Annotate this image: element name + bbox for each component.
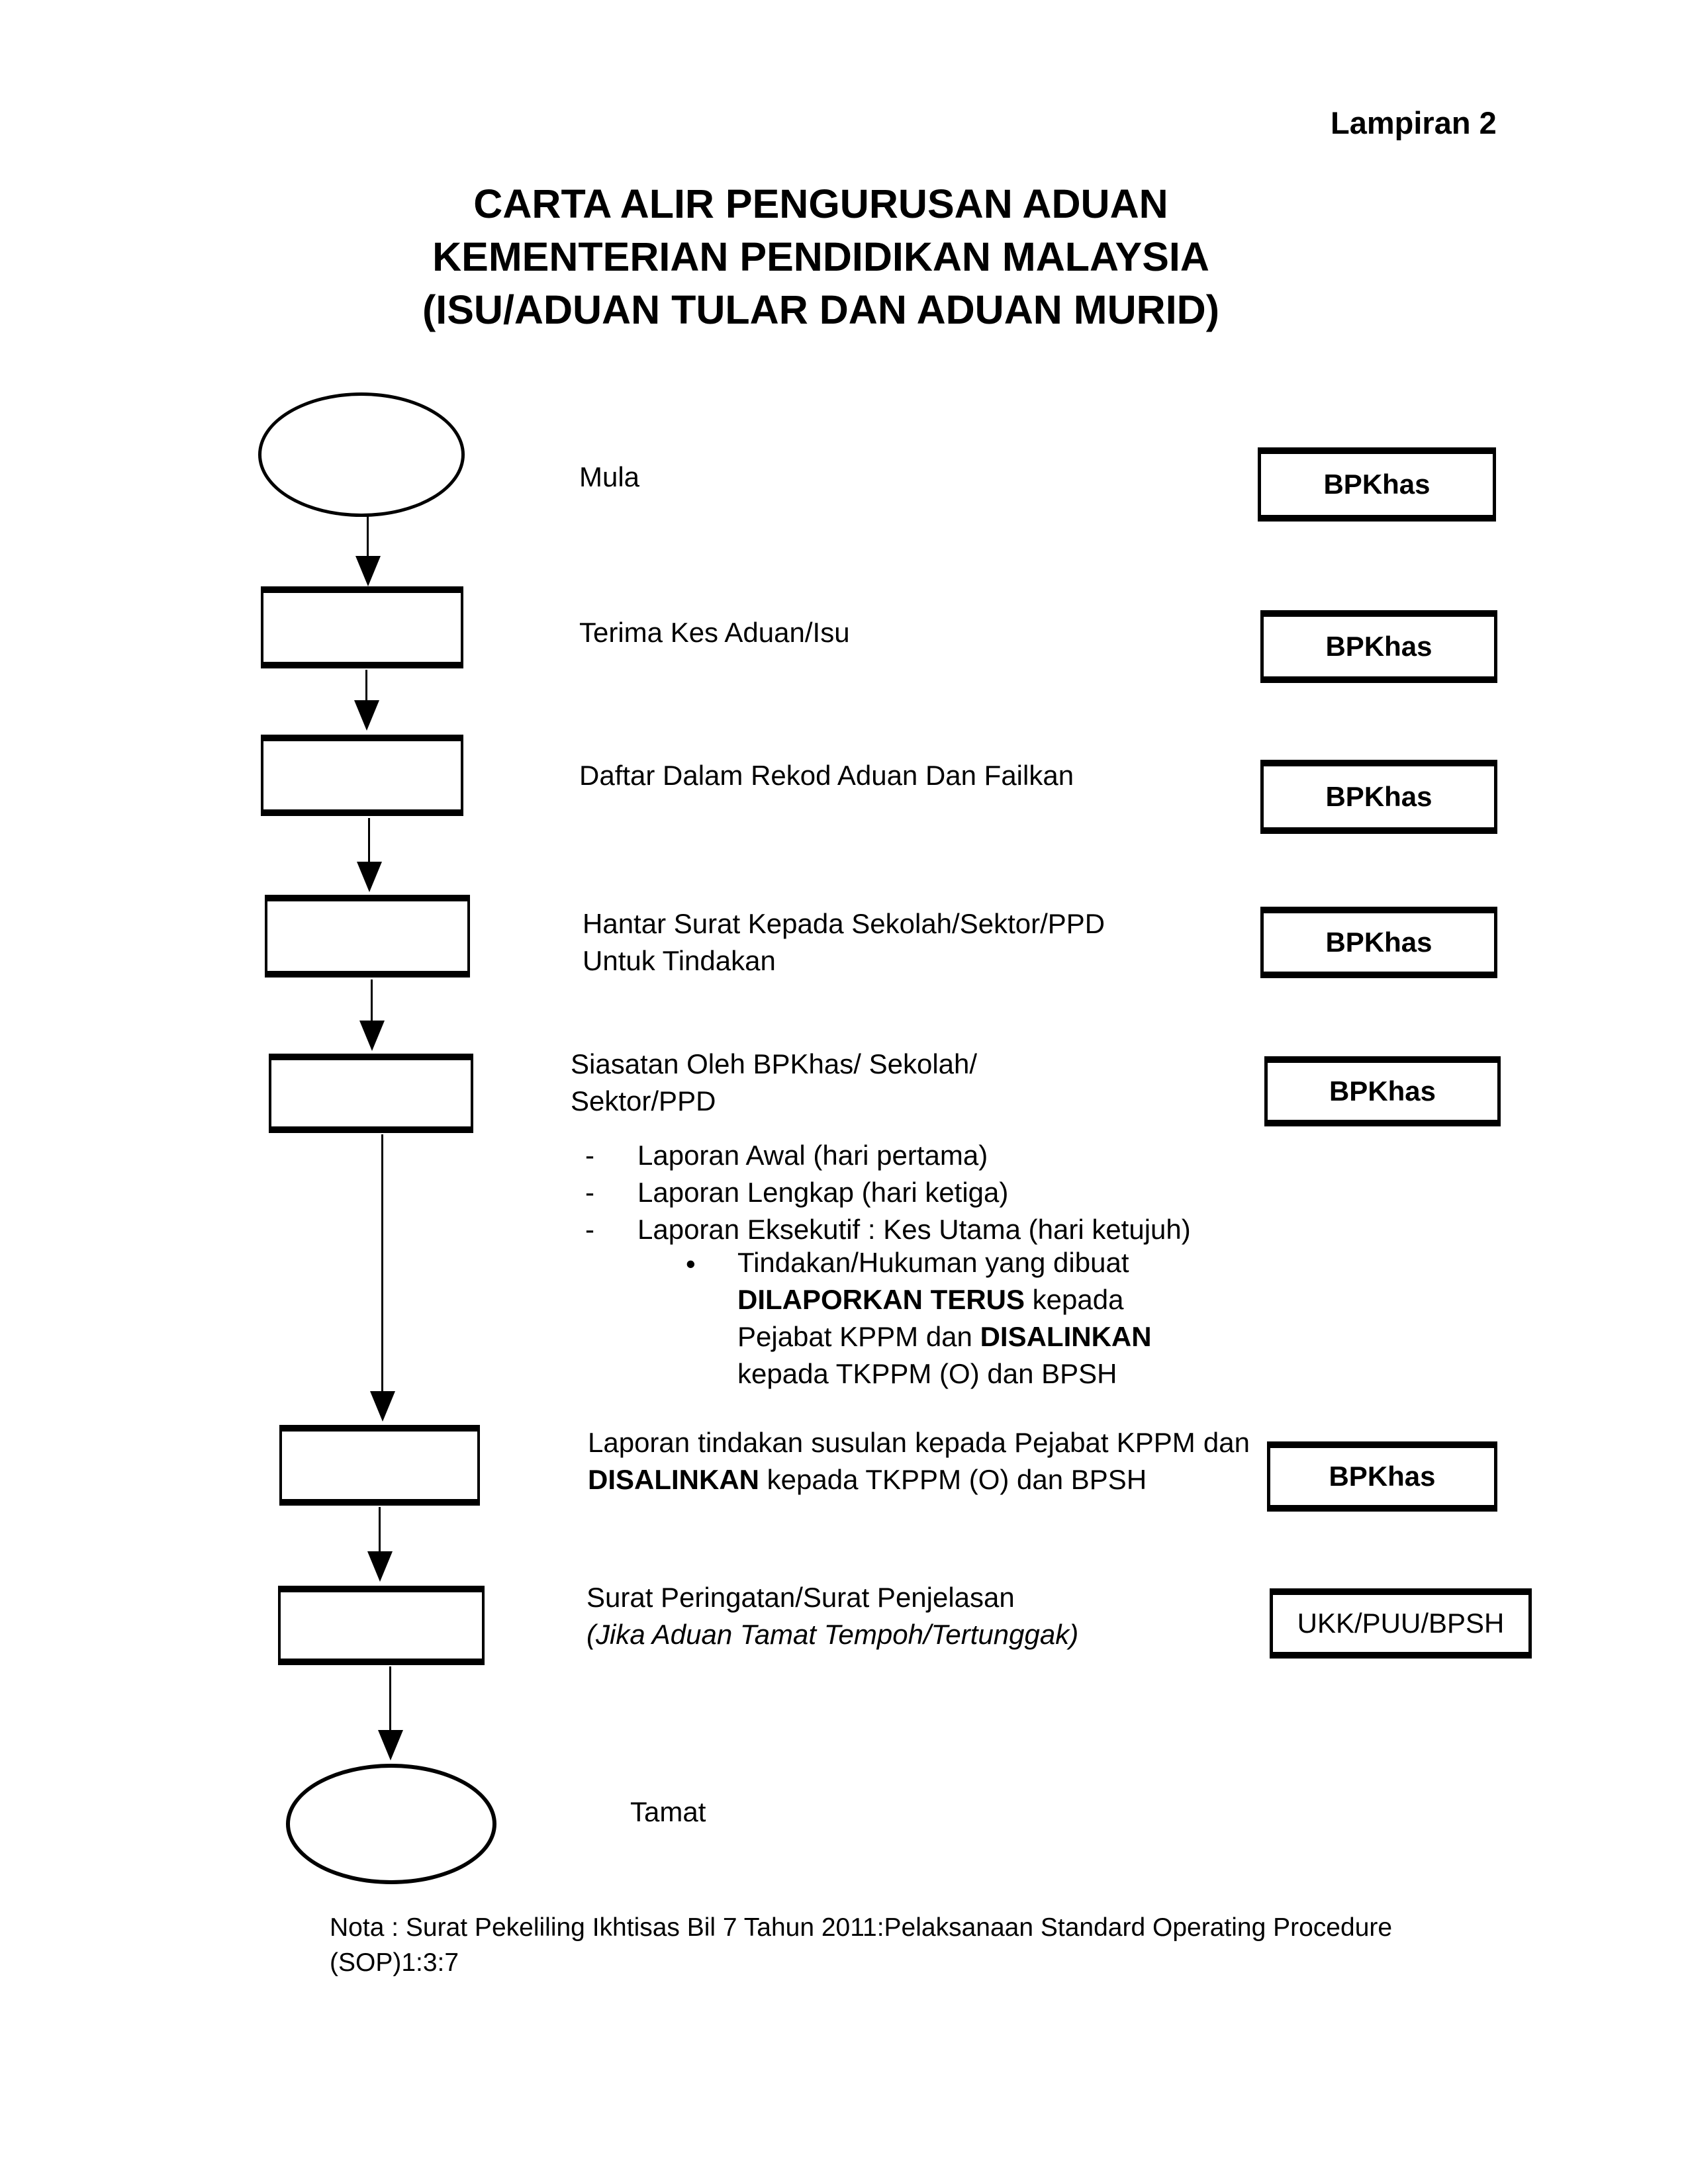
arrow-line-7 [389,1666,391,1730]
process-box-terima [261,586,463,668]
step4-label-line2: Sektor/PPD [571,1085,716,1116]
bullet-line-3 [737,1318,1152,1355]
dash-item-2 [585,1174,1008,1211]
step3-label-line1: Hantar Surat Kepada Sekolah/Sektor/PPD [583,908,1105,939]
process-box-surat-peringatan [278,1586,485,1665]
attachment-label: Lampiran 2 [1331,105,1497,140]
arrow-line-2 [365,670,367,700]
step6-label [586,1579,1078,1653]
dash-item-1-text: Laporan Awal (hari pertama) [637,1140,988,1171]
owner-box-step3: BPKhas [1260,907,1497,978]
bullet-line-4: kepada TKPPM (O) dan BPSH [737,1358,1117,1389]
process-box-daftar [261,735,463,816]
process-box-siasatan [269,1054,473,1133]
dash-item-3 [585,1211,1191,1248]
title-line-3: (ISU/ADUAN TULAR DAN ADUAN MURID) [422,287,1220,332]
bullet-line-2-rest: kepada [1025,1284,1124,1315]
dash-item-1 [585,1137,988,1174]
arrow-head-2 [354,700,379,731]
end-label: Tamat [630,1796,706,1827]
bullet-line-2-bold: DILAPORKAN TERUS [737,1284,1025,1315]
process-box-hantar [265,895,470,978]
owner-box-step2: BPKhas [1260,760,1497,834]
step5-seg1: Laporan tindakan susulan kepada Pejabat KPPM dan [588,1427,1250,1458]
process-box-laporan-susulan [279,1425,480,1506]
bullet-item [737,1244,1152,1392]
owner-box-start: BPKhas [1258,447,1496,522]
dash-marker: - [585,1140,594,1171]
step6-label-line2: (Jika Aduan Tamat Tempoh/Tertunggak) [586,1619,1079,1650]
arrow-line-6 [379,1507,381,1551]
page-title [278,177,1364,336]
arrow-head-7 [378,1730,403,1760]
dash-item-2-text: Laporan Lengkap (hari ketiga) [637,1177,1009,1208]
bullet-line-3-bold: DISALINKAN [980,1321,1152,1352]
step3-label-line2: Untuk Tindakan [583,945,776,976]
arrow-head-4 [359,1021,385,1051]
owner-box-step6: UKK/PUU/BPSH [1270,1588,1532,1659]
dash-item-3-text: Laporan Eksekutif : Kes Utama (hari ketujuh) [637,1214,1191,1245]
footer-note-line1: Nota : Surat Pekeliling Ikhtisas Bil 7 Tahun 2011:Pelaksanaan Standard Operating Procedure [330,1913,1393,1942]
arrow-head-6 [367,1551,393,1582]
step5-seg3: kepada TKPPM (O) dan BPSH [759,1464,1147,1495]
arrow-head-5 [370,1391,395,1422]
arrow-line-4 [371,979,373,1021]
arrow-line-1 [367,515,369,556]
arrow-head-1 [355,556,381,586]
dash-marker: - [585,1214,594,1245]
bullet-marker: • [686,1248,696,1279]
bullet-line-1: Tindakan/Hukuman yang dibuat [737,1247,1129,1278]
step6-label-line1: Surat Peringatan/Surat Penjelasan [586,1582,1015,1613]
title-line-1: CARTA ALIR PENGURUSAN ADUAN [473,181,1168,226]
step5-seg2-bold: DISALINKAN [588,1464,759,1495]
arrow-head-3 [357,862,382,892]
owner-box-step5: BPKhas [1267,1441,1497,1512]
bullet-line-2 [737,1281,1152,1318]
arrow-line-5 [381,1134,383,1391]
bullet-line-3-start: Pejabat KPPM dan [737,1321,980,1352]
step4-label [571,1046,977,1120]
step5-label [588,1424,1250,1498]
title-line-2: KEMENTERIAN PENDIDIKAN MALAYSIA [432,234,1209,279]
step1-label: Terima Kes Aduan/Isu [579,617,850,648]
step4-label-line1: Siasatan Oleh BPKhas/ Sekolah/ [571,1048,978,1079]
start-label: Mula [579,461,640,492]
step2-label: Daftar Dalam Rekod Aduan Dan Failkan [579,760,1074,791]
start-terminator-ellipse [258,392,465,517]
dash-marker: - [585,1177,594,1208]
arrow-line-3 [368,818,370,862]
end-terminator-ellipse [286,1764,496,1884]
step3-label [583,905,1105,979]
footer-note [330,1910,1521,1980]
owner-box-step4: BPKhas [1264,1056,1501,1126]
owner-box-step1: BPKhas [1260,610,1497,683]
footer-note-line2: (SOP)1:3:7 [330,1948,459,1977]
